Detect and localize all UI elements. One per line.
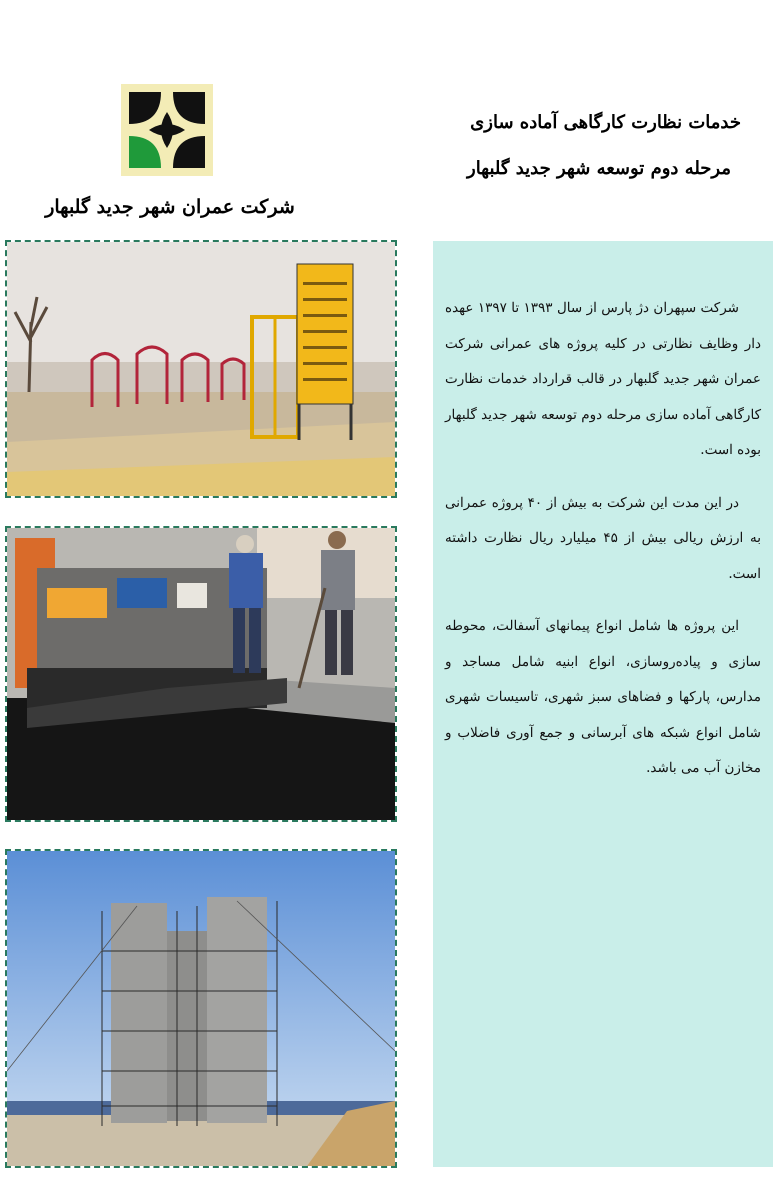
photo-tower-construction xyxy=(5,849,397,1168)
company-name: شرکت عمران شهر جدید گلبهار xyxy=(45,196,295,218)
asphalt-paving-image xyxy=(7,528,395,820)
photo-site-entrance xyxy=(5,240,397,498)
description-paragraph-2: در این مدت این شرکت به بیش از ۴۰ پروژه عمرانی به ارزش ریالی بیش از ۴۵ میلیارد ریال نظارت داشته است. xyxy=(445,494,761,582)
description-panel xyxy=(433,241,773,1167)
site-entrance-image xyxy=(7,242,395,496)
photo-asphalt-paving xyxy=(5,526,397,822)
company-logo xyxy=(121,84,213,176)
page-title-line1: خدمات نظارت کارگاهی آماده سازی xyxy=(470,112,741,133)
description-paragraph-3: این پروژه ها شامل انواع پیمانهای آسفالت، محوطه سازی و پیاده‌روسازی، انواع ابنیه شامل مساجد و مدارس، پارکها و فضاهای سبز شهری، تاسیسات شهری شامل انواع شبکه های آبرسانی و جمع آوری فاضلاب و مخازن آب می باشد. xyxy=(445,618,761,776)
page-title-line2: مرحله دوم توسعه شهر جدید گلبهار xyxy=(467,158,731,179)
description-paragraph-1: شرکت سپهران دژ پارس از سال ۱۳۹۳ تا ۱۳۹۷ عهده دار وظایف نظارتی در کلیه پروژه های عمرانی شرکت عمران شهر جدید گلبهار در قالب قرارداد خدمات نظارت کارگاهی آماده سازی مرحله دوم توسعه شهر جدید گلبهار بوده است. xyxy=(445,300,761,458)
logo-emblem-icon xyxy=(121,84,213,176)
tower-construction-image xyxy=(7,851,395,1166)
